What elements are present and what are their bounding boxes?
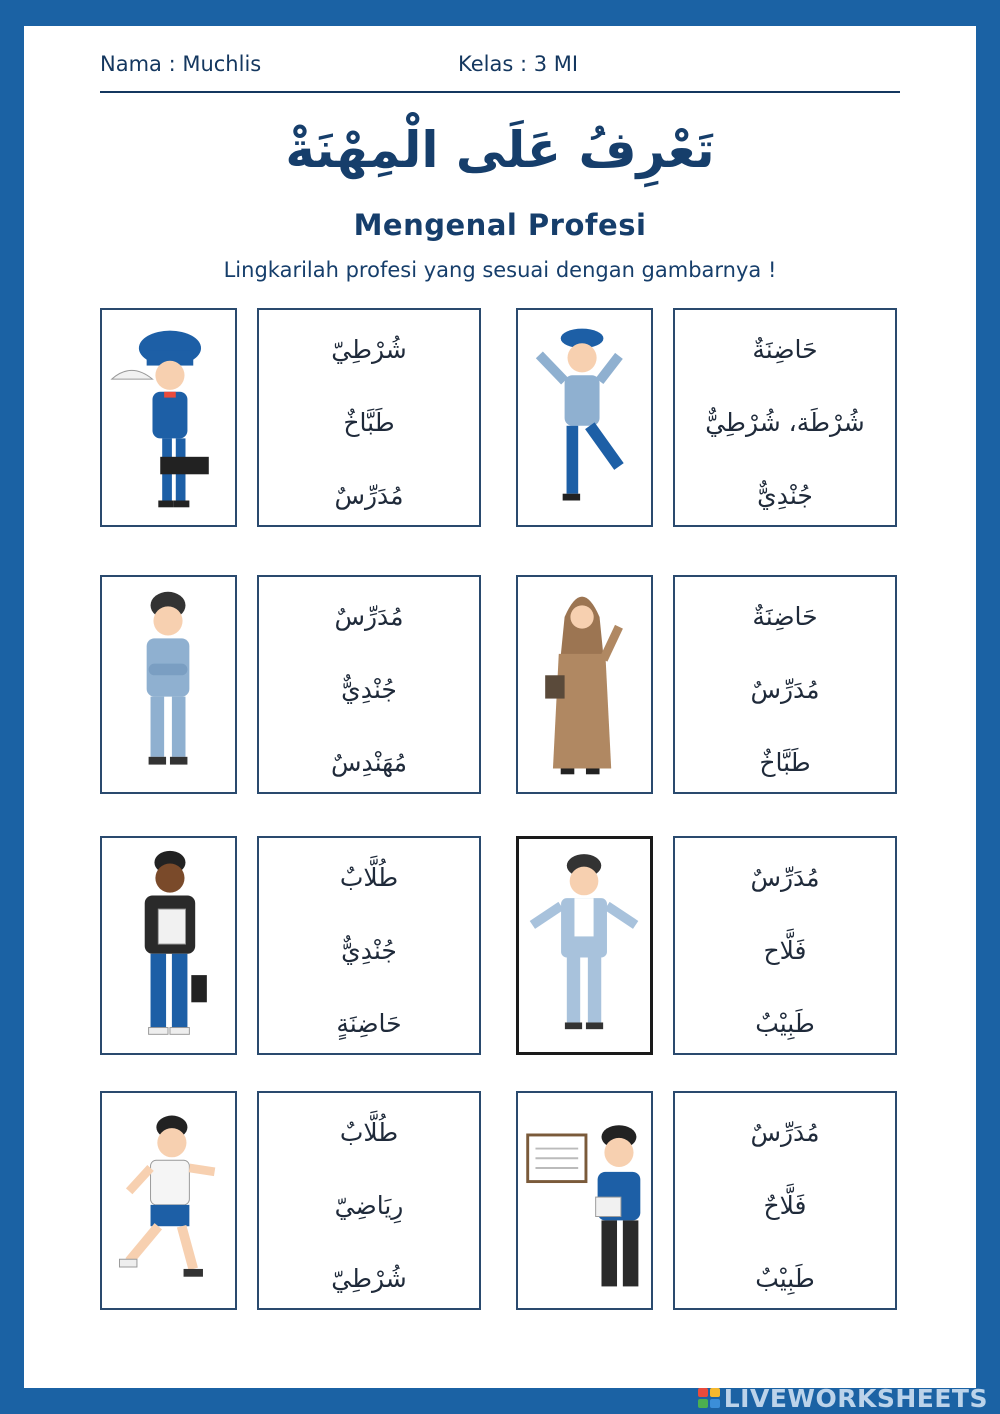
option-5-1[interactable]: طُلَّابٌ xyxy=(339,863,399,892)
option-2-3[interactable]: جُنْدِيٌّ xyxy=(757,481,813,510)
options-card-7 xyxy=(257,1091,481,1310)
option-8-2[interactable]: فَلَّاحٌ xyxy=(763,1191,807,1220)
option-6-3[interactable]: طَبِيْبٌ xyxy=(755,1009,815,1038)
option-4-3[interactable]: طَبَّاخٌ xyxy=(759,748,811,777)
chef-icon xyxy=(100,308,237,527)
student-name: Nama : Muchlis xyxy=(100,52,262,76)
options-card-5 xyxy=(257,836,481,1055)
header-divider xyxy=(100,91,900,93)
brand-text: LIVEWORKSHEETS xyxy=(723,1383,988,1413)
options-card-1 xyxy=(257,308,481,527)
page-title: Mengenal Profesi xyxy=(353,208,647,242)
options-card-3 xyxy=(257,575,481,794)
teacher-hijab-icon xyxy=(516,575,653,794)
liveworksheets-brand[interactable] xyxy=(698,1384,988,1412)
presenting-teacher-icon xyxy=(516,1091,653,1310)
option-4-1[interactable]: حَاضِنَةٌ xyxy=(752,602,818,631)
page-title-arabic: تَعْرِفُ عَلَى الْمِهْنَةْ xyxy=(285,121,715,179)
option-1-1[interactable]: شُرْطِيّ xyxy=(331,335,407,364)
option-1-2[interactable]: طَبَّاخٌ xyxy=(343,408,395,437)
option-7-1[interactable]: طُلَّابٌ xyxy=(339,1118,399,1147)
option-5-3[interactable]: حَاضِنَةٍ xyxy=(336,1009,402,1038)
liveworksheets-logo-icon xyxy=(698,1388,720,1408)
option-3-2[interactable]: جُنْدِيٌّ xyxy=(341,675,397,704)
option-7-2[interactable]: رِيَاضِيّ xyxy=(334,1191,404,1220)
options-card-8 xyxy=(673,1091,897,1310)
athlete-icon xyxy=(100,1091,237,1310)
option-3-3[interactable]: مُهَنْدِسٌ xyxy=(330,748,408,777)
option-1-3[interactable]: مُدَرِّسٌ xyxy=(334,481,404,510)
engineer-icon xyxy=(100,575,237,794)
option-7-3[interactable]: شُرْطِيّ xyxy=(331,1264,407,1293)
student-icon xyxy=(100,836,237,1055)
student-class: Kelas : 3 MI xyxy=(458,52,579,76)
options-card-4 xyxy=(673,575,897,794)
option-8-1[interactable]: مُدَرِّسٌ xyxy=(750,1118,820,1147)
option-4-2[interactable]: مُدَرِّسٌ xyxy=(750,675,820,704)
option-6-1[interactable]: مُدَرِّسٌ xyxy=(750,863,820,892)
option-2-2[interactable]: شُرْطَة، شُرْطِيٌّ xyxy=(705,408,865,437)
option-3-1[interactable]: مُدَرِّسٌ xyxy=(334,602,404,631)
police-officer-icon xyxy=(516,308,653,527)
instruction-text: Lingkarilah profesi yang sesuai dengan gambarnya ! xyxy=(223,258,777,282)
option-5-2[interactable]: جُنْدِيٌّ xyxy=(341,936,397,965)
option-8-3[interactable]: طَبِيْبٌ xyxy=(755,1264,815,1293)
option-2-1[interactable]: حَاضِنَةٌ xyxy=(752,335,818,364)
option-6-2[interactable]: فَلَّاح xyxy=(763,936,807,965)
doctor-icon xyxy=(516,836,653,1055)
options-card-6 xyxy=(673,836,897,1055)
options-card-2 xyxy=(673,308,897,527)
